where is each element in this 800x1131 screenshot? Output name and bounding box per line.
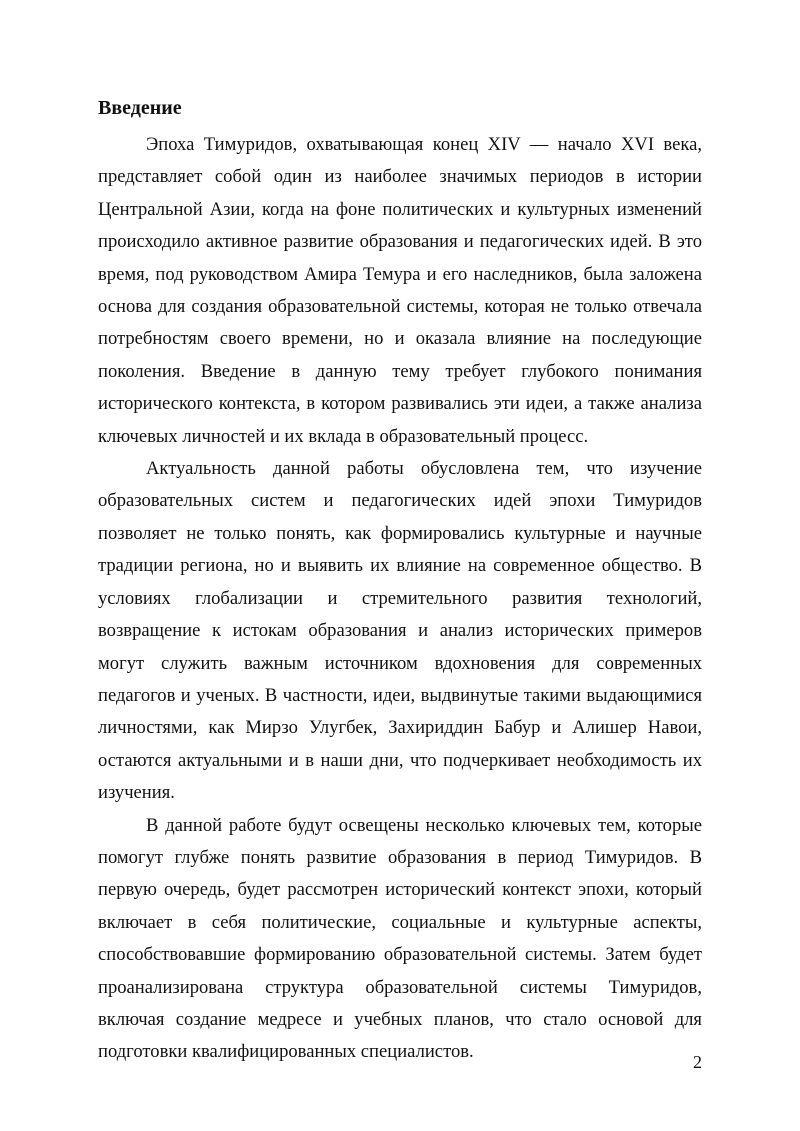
section-heading: Введение [98,97,182,119]
body-text [98,129,702,1069]
paragraph-topics: В данной работе будут освещены несколько ключевых тем, которые помогут глубже понять развитие образования в период Тимуридов. В первую очередь, будет рассмотрен исторический контекст эпохи, который включает в себя политические, социальные и культурные аспекты, способствовавшие формированию образовательной системы. Затем будет проанализирована структура образовательной системы Тимуридов, включая создание медресе и учебных планов, что стало основой для подготовки квалифицированных специалистов. [98,814,702,1063]
paragraph-intro: Эпоха Тимуридов, охватывающая конец XIV — начало XVI века, представляет собой один из наиболее значимых периодов в истории Центральной Азии, когда на фоне политических и культурных изменений происходило активное развитие образования и педагогических идей. В это время, под руководством Амира Темура и его наследников, была заложена основа для создания образовательной системы, которая не только отвечала потребностям своего времени, но и оказала влияние на последующие поколения. Введение в данную тему требует глубокого понимания исторического контекста, в котором развивались эти идеи, а также анализа ключевых личностей и их вклада в образовательный процесс. [98,134,702,447]
page-number: 2 [693,1052,702,1072]
paragraph-relevance: Актуальность данной работы обусловлена тем, что изучение образовательных систем и педагогических идей эпохи Тимуридов позволяет не только понять, как формировались культурные и научные традиции региона, но и выявить их влияние на современное общество. В условиях глобализации и стремительного развития технологий, возвращение к истокам образования и анализ исторических примеров могут служить важным источником вдохновения для современных педагогов и ученых. В частности, идеи, выдвинутые такими выдающимися личностями, как Мирзо Улугбек, Захириддин Бабур и Алишер Навои, остаются актуальными и в наши дни, что подчеркивает необходимость их изучения. [98,458,702,804]
